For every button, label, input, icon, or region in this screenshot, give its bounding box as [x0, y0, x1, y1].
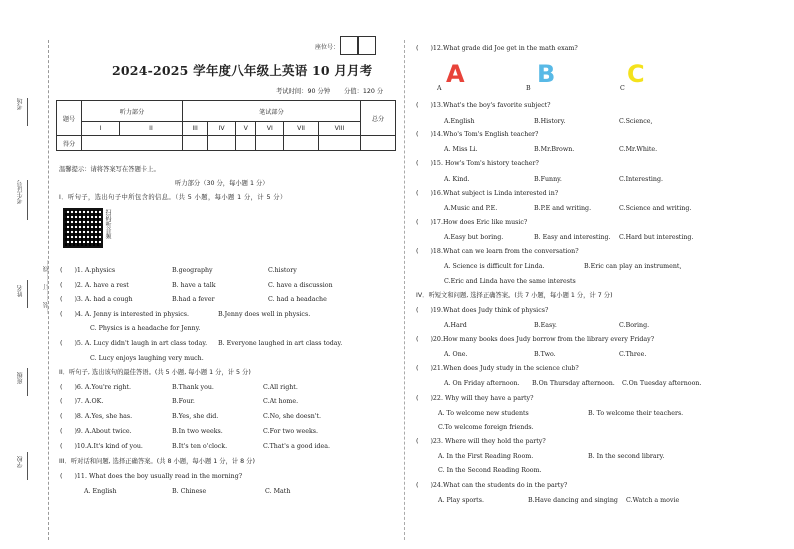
cell-total: 总分 [361, 101, 396, 136]
binding-label-class: 班级 [17, 372, 24, 384]
option-b: B. Everyone laughed in art class today. [218, 340, 343, 347]
score-input[interactable] [284, 136, 319, 151]
binding-label-name: 姓名 [17, 285, 24, 297]
option-b: B.Two. [534, 351, 556, 358]
option-b: B.Yes, she did. [172, 413, 219, 420]
option-c: C.Science and writing. [619, 205, 692, 212]
seat-box[interactable] [358, 36, 376, 55]
question-3: ( )3. A. had a cough [60, 296, 133, 303]
page-divider [404, 40, 405, 540]
option-c: C. had a headache [268, 296, 327, 303]
option-c: C. In the Second Reading Room. [438, 467, 542, 474]
question-18: ( )18.What can we learn from the conversation? [416, 248, 579, 255]
binding-label-exam-room: 考场 [17, 98, 24, 110]
score-input[interactable] [208, 136, 236, 151]
option-a: A. Miss Li. [444, 146, 478, 153]
option-a: A. One. [444, 351, 468, 358]
option-c: C.Mr.White. [619, 146, 658, 153]
option-c: C. Math [265, 488, 291, 495]
cell-numeral: VII [284, 122, 319, 136]
option-b: B.Eric can play an instrument, [584, 263, 682, 270]
cell-numeral: V [235, 122, 256, 136]
question-19: ( )19.What does Judy think of physics? [416, 307, 549, 314]
option-b: B.had a fever [172, 296, 215, 303]
cell-numeral: II [120, 122, 183, 136]
cell-numeral: III [182, 122, 207, 136]
score-input[interactable] [318, 136, 360, 151]
cell-numeral: VI [256, 122, 284, 136]
question-1: ( )1. A.physics [60, 267, 116, 274]
part3-heading: III．听对话和问题, 选择正确答案。(共 8 小题，每小题 1 分，计 8 分) [59, 458, 255, 465]
option-b: B. In the second library. [588, 453, 665, 460]
option-a: A.Easy but boring. [444, 234, 504, 241]
score-input[interactable] [256, 136, 284, 151]
letter-c-image: C [627, 60, 645, 88]
option-b: B.Funny. [534, 176, 562, 183]
binding-label-school: 学校 [17, 456, 24, 468]
question-20: ( )20.How many books does Judy borrow from the library every Friday? [416, 336, 655, 343]
cell-numeral: I [82, 122, 120, 136]
binding-underline [27, 280, 28, 308]
option-b: B.History. [534, 118, 566, 125]
option-c-label: C [620, 85, 625, 92]
option-c: C.Interesting. [619, 176, 663, 183]
option-b: B. To welcome their teachers. [588, 410, 684, 417]
question-17: ( )17.How does Eric like music? [416, 219, 528, 226]
option-c: C.Science, [619, 118, 653, 125]
question-22: ( )22. Why will they have a party? [416, 395, 534, 402]
section-title: 听力部分（30 分，每小题 1 分） [175, 180, 269, 187]
question-23: ( )23. Where will they hold the party? [416, 438, 546, 445]
option-c: C.Boring. [619, 322, 650, 329]
question-4: ( )4. A. Jenny is interested in physics. [60, 311, 189, 318]
option-c: C.At home. [263, 398, 299, 405]
option-c: C.For two weeks. [263, 428, 319, 435]
exam-time: 考试时间：90 分钟 [276, 88, 331, 95]
question-13: ( )13.What's the boy's favorite subject? [416, 102, 551, 109]
cell-numeral: IV [208, 122, 236, 136]
question-10: ( )10.A.It's kind of you. [60, 443, 143, 450]
question-6: ( )6. A.You're right. [60, 384, 132, 391]
letter-b-image: B [537, 60, 556, 88]
part1-heading: I．听句子，选出句子中所包含的信息。（共 5 小题，每小题 1 分，计 5 分） [59, 194, 287, 201]
binding-underline [27, 368, 28, 396]
part4-heading: IV．听短文和问题, 选择正确答案。(共 7 小题，每小题 1 分，计 7 分) [416, 292, 613, 299]
cell-numeral: VIII [318, 122, 360, 136]
cell-defen: 得分 [57, 136, 82, 151]
part2-heading: II．听句子, 选出该句的最佳答语。(共 5 小题, 每小题 1 分，计 5 分) [59, 369, 251, 376]
binding-underline [27, 180, 28, 220]
option-c: C.Hard but interesting. [619, 234, 694, 241]
question-9: ( )9. A.About twice. [60, 428, 132, 435]
option-a: A.Music and P.E. [444, 205, 498, 212]
option-b: B.On Thursday afternoon. [532, 380, 615, 387]
option-a: A. In the First Reading Room. [438, 453, 534, 460]
seat-box[interactable] [340, 36, 358, 55]
option-b: B.Mr.Brown. [534, 146, 575, 153]
question-15: ( )15. How's Tom's history teacher? [416, 160, 539, 167]
option-b: B.It's ten o'clock. [172, 443, 228, 450]
binding-label-exam-number: 考生证号 [17, 180, 24, 204]
score-input[interactable] [82, 136, 183, 151]
option-a: A. Science is difficult for Linda. [444, 263, 545, 270]
question-8: ( )8. A.Yes, she has. [60, 413, 133, 420]
score-input[interactable] [361, 136, 396, 151]
option-b: B.In two weeks. [172, 428, 223, 435]
question-21: ( )21.When does Judy study in the science club? [416, 365, 579, 372]
option-c: C.To welcome foreign friends. [438, 424, 534, 431]
option-a-label: A [437, 85, 442, 92]
fold-line-text: …装……订……线… [43, 260, 50, 314]
option-a: A.English [444, 118, 475, 125]
binding-underline [27, 98, 28, 126]
option-c: C. Physics is a headache for Jenny. [90, 325, 201, 332]
question-2: ( )2. A. have a rest [60, 282, 129, 289]
option-b: B.Thank you. [172, 384, 214, 391]
score-input[interactable] [182, 136, 207, 151]
page-title: 2024-2025 学年度八年级上英语 10 月月考 [112, 63, 373, 78]
option-a: A. On Friday afternoon. [444, 380, 520, 387]
qr-caption: 扫码听音频 [104, 209, 111, 239]
question-5: ( )5. A. Lucy didn't laugh in art class today. [60, 340, 208, 347]
question-16: ( )16.What subject is Linda interested in? [416, 190, 559, 197]
option-c: C.Eric and Linda have the same interests [444, 278, 576, 285]
cell-writing: 笔试部分 [182, 101, 360, 122]
score-input[interactable] [235, 136, 256, 151]
qr-code[interactable] [63, 208, 103, 248]
option-c: C.No, she doesn't. [263, 413, 322, 420]
option-a: A.Hard [444, 322, 467, 329]
option-b: B. have a talk [172, 282, 216, 289]
score-table [56, 100, 396, 151]
question-24: ( )24.What can the students do in the party? [416, 482, 568, 489]
option-a: A. To welcome new students [438, 410, 529, 417]
option-a: A. Kind. [444, 176, 470, 183]
option-b: B.Jenny does well in physics. [218, 311, 311, 318]
option-b: B.P.E and writing. [534, 205, 592, 212]
option-c: C.history [268, 267, 297, 274]
option-a: A. Play sports. [438, 497, 484, 504]
question-12: ( )12.What grade did Joe get in the math exam? [416, 45, 578, 52]
cell-listening: 听力部分 [82, 101, 183, 122]
option-c: C.Three. [619, 351, 647, 358]
option-b: B. Chinese [172, 488, 207, 495]
option-b: B.Have dancing and singing [528, 497, 618, 504]
option-b: B.geography [172, 267, 213, 274]
option-c: C.That's a good idea. [263, 443, 331, 450]
option-b: B. Easy and interesting. [534, 234, 611, 241]
option-b-label: B [526, 85, 531, 92]
option-b: B.Easy. [534, 322, 557, 329]
cell-tihao: 题号 [57, 101, 82, 136]
option-b: B.Four. [172, 398, 195, 405]
notice: 温馨提示：请将答案写在答题卡上。 [59, 166, 160, 173]
option-c: C. Lucy enjoys laughing very much. [90, 355, 204, 362]
total-score: 分值：120 分 [344, 88, 384, 95]
option-c: C.Watch a movie [626, 497, 680, 504]
seat-label: 座位号： [315, 44, 340, 51]
binding-underline [27, 452, 28, 480]
option-a: A. English [84, 488, 117, 495]
question-11: ( )11. What does the boy usually read in the morning? [60, 473, 243, 480]
option-c: C. have a discussion [268, 282, 333, 289]
option-c: C.On Tuesday afternoon. [622, 380, 702, 387]
question-14: ( )14.Who's Tom's English teacher? [416, 131, 539, 138]
letter-a-image: A [446, 60, 465, 88]
question-7: ( )7. A.OK. [60, 398, 104, 405]
option-c: C.All right. [263, 384, 298, 391]
